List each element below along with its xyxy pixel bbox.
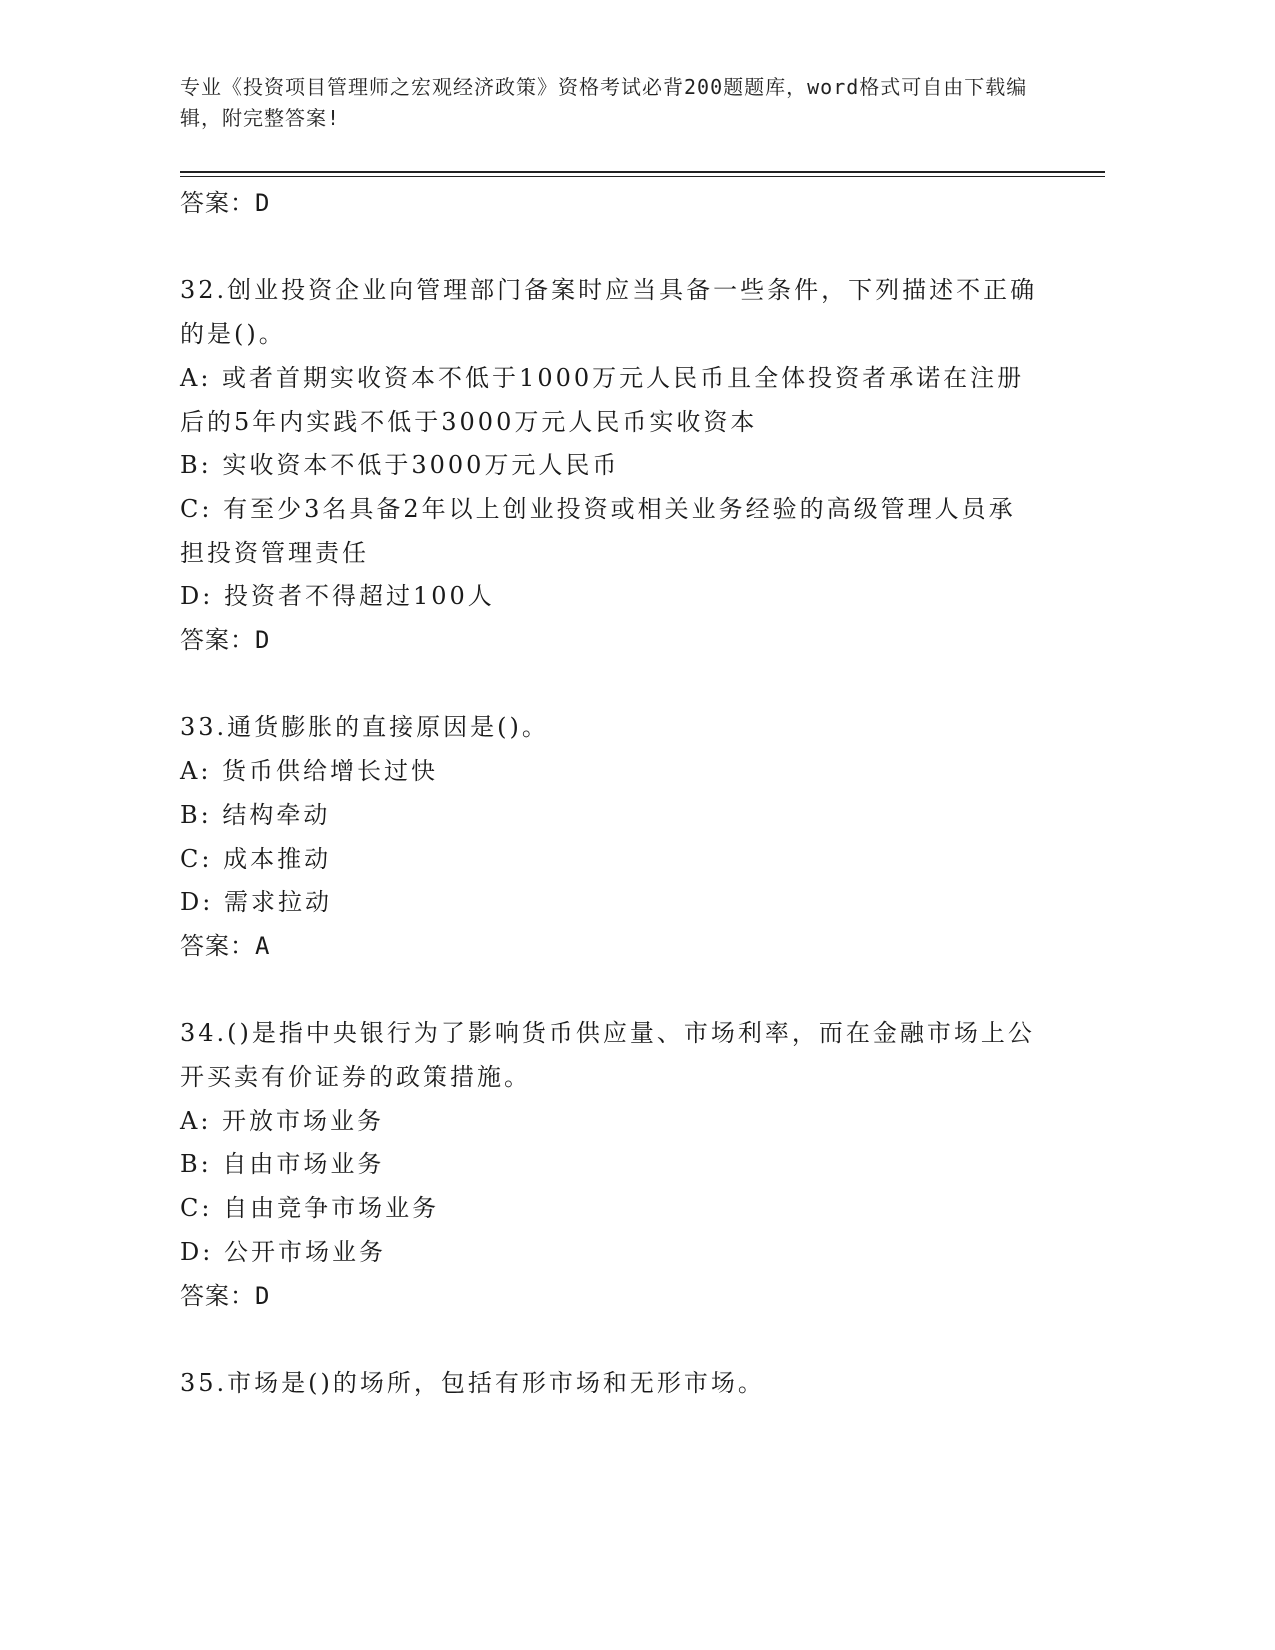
header-rule-thin bbox=[180, 176, 1105, 177]
option-b: B: 结构牵动 bbox=[180, 800, 331, 829]
question-33 bbox=[180, 706, 1040, 968]
header-rule-thick bbox=[180, 171, 1105, 173]
question-35 bbox=[180, 1362, 1040, 1406]
option-b: B: 自由市场业务 bbox=[180, 1150, 385, 1179]
option-d: D: 需求拉动 bbox=[180, 888, 332, 917]
option-c: C: 有至少3名具备2年以上创业投资或相关业务经验的高级管理人员承担投资管理责任 bbox=[180, 494, 1016, 567]
question-stem: 35.市场是()的场所，包括有形市场和无形市场。 bbox=[180, 1368, 765, 1397]
option-d: D: 投资者不得超过100人 bbox=[180, 582, 495, 611]
question-stem: 34.()是指中央银行为了影响货币供应量、市场利率，而在金融市场上公开买卖有价证券的政策措施。 bbox=[180, 1019, 1035, 1092]
option-a: A: 或者首期实收资本不低于1000万元人民币且全体投资者承诺在注册后的5年内实践不低于3000万元人民币实收资本 bbox=[180, 363, 1025, 436]
question-32 bbox=[180, 269, 1040, 662]
option-c: C: 成本推动 bbox=[180, 844, 332, 873]
question-list bbox=[180, 182, 1040, 1406]
answer: 答案：D bbox=[180, 626, 271, 655]
answer-previous: 答案：D bbox=[180, 189, 271, 217]
option-d: D: 公开市场业务 bbox=[180, 1237, 386, 1266]
question-stem: 33.通货膨胀的直接原因是()。 bbox=[180, 713, 549, 742]
answer: 答案：D bbox=[180, 1281, 271, 1310]
question-stem: 32.创业投资企业向管理部门备案时应当具备一些条件，下列描述不正确的是()。 bbox=[180, 276, 1038, 349]
answer: 答案：A bbox=[180, 931, 271, 960]
option-b: B: 实收资本不低于3000万元人民币 bbox=[180, 451, 620, 480]
option-a: A: 货币供给增长过快 bbox=[180, 757, 439, 786]
option-a: A: 开放市场业务 bbox=[180, 1106, 385, 1135]
document-header bbox=[180, 72, 1040, 134]
option-c: C: 自由竞争市场业务 bbox=[180, 1194, 440, 1223]
question-34 bbox=[180, 1012, 1040, 1318]
header-title: 专业《投资项目管理师之宏观经济政策》资格考试必背200题题库，word格式可自由下载编辑，附完整答案! bbox=[180, 75, 1028, 130]
